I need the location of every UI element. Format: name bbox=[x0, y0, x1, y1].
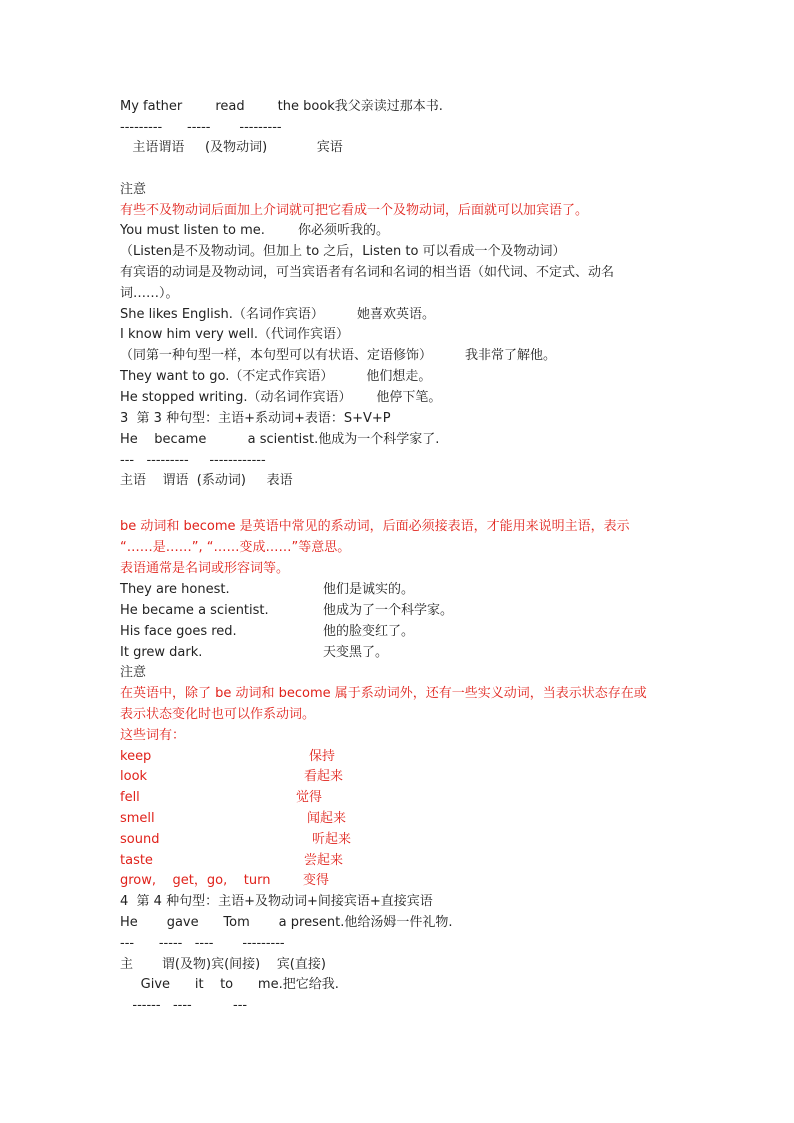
example-zh: 他成为了一个科学家。 bbox=[323, 603, 454, 618]
section-title: 4 第 4 种句型：主语+及物动词+间接宾语+直接宾语 bbox=[120, 894, 433, 909]
underline-marks: --------- ----- --------- bbox=[120, 120, 282, 135]
verb-en: grow, get，go, turn bbox=[120, 873, 271, 888]
explanation-line: （Listen是不及物动词。但加上 to 之后，Listen to 可以看成一个及物动词） bbox=[120, 244, 566, 259]
verb-zh: 尝起来 bbox=[304, 853, 344, 868]
sentence-example: My father read the book我父亲读过那本书. bbox=[120, 99, 443, 114]
note-heading: 注意 bbox=[120, 665, 147, 680]
sentence-example: He gave Tom a present.他给汤姆一件礼物. bbox=[120, 915, 453, 930]
example-line: （同第一种句型一样，本句型可以有状语、定语修饰） 我非常了解他。 bbox=[120, 348, 557, 363]
note-line-3: 表语通常是名词或形容词等。 bbox=[120, 561, 290, 576]
component-labels: 主 谓(及物)宾(间接) 宾(直接) bbox=[120, 957, 326, 972]
component-labels: 主语谓语 (及物动词) 宾语 bbox=[120, 140, 343, 155]
component-labels: 主语 谓语 (系动词) 表语 bbox=[120, 473, 293, 488]
example-en: It grew dark. bbox=[120, 645, 203, 660]
note-line-1: 在英语中，除了 be 动词和 become 属于系动词外，还有一些实义动词，当表示状态存在或 bbox=[120, 686, 647, 701]
example-line: They want to go.（不定式作宾语） 他们想走。 bbox=[120, 369, 432, 384]
definition-line-1: 有宾语的动词是及物动词，可当宾语者有名词和名词的相当语（如代词、不定式、动名 bbox=[120, 265, 615, 280]
verb-zh: 变得 bbox=[303, 873, 330, 888]
verb-zh: 听起来 bbox=[312, 832, 352, 847]
example-zh: 天变黑了。 bbox=[323, 645, 389, 660]
verb-zh: 觉得 bbox=[296, 790, 323, 805]
section-title: 3 第 3 种句型：主语+系动词+表语：S+V+P bbox=[120, 411, 391, 426]
example-en: His face goes red. bbox=[120, 624, 237, 639]
underline-marks: ------ ---- --- bbox=[120, 998, 248, 1013]
example-zh: 他的脸变红了。 bbox=[323, 624, 415, 639]
note-line-2: 表示状态变化时也可以作系动词。 bbox=[120, 707, 316, 722]
note-line-3: 这些词有： bbox=[120, 728, 186, 743]
note-line-2: “……是……”, “……变成……”等意思。 bbox=[120, 540, 351, 555]
example-line: I know him very well.（代词作宾语） bbox=[120, 327, 349, 342]
sentence-example: He became a scientist.他成为一个科学家了. bbox=[120, 432, 440, 447]
example-zh: 他们是诚实的。 bbox=[323, 582, 415, 597]
verb-en: keep bbox=[120, 749, 152, 764]
verb-zh: 保持 bbox=[309, 749, 336, 764]
verb-en: sound bbox=[120, 832, 160, 847]
note-rule: 有些不及物动词后面加上介词就可把它看成一个及物动词，后面就可以加宾语了。 bbox=[120, 203, 589, 218]
example-line: You must listen to me. 你必须听我的。 bbox=[120, 223, 389, 238]
example-line: She likes English.（名词作宾语） 她喜欢英语。 bbox=[120, 307, 435, 322]
underline-marks: --- ----- ---- --------- bbox=[120, 936, 285, 951]
verb-zh: 闻起来 bbox=[307, 811, 347, 826]
definition-line-2: 词……）。 bbox=[120, 286, 179, 301]
sentence-example: Give it to me.把它给我. bbox=[120, 977, 339, 992]
note-heading: 注意 bbox=[120, 182, 147, 197]
example-line: He stopped writing.（动名词作宾语） 他停下笔。 bbox=[120, 390, 442, 405]
verb-zh: 看起来 bbox=[304, 769, 344, 784]
verb-en: smell bbox=[120, 811, 155, 826]
verb-en: fell bbox=[120, 790, 140, 805]
verb-en: look bbox=[120, 769, 148, 784]
underline-marks: --- --------- ------------ bbox=[120, 453, 266, 468]
example-en: They are honest. bbox=[120, 582, 230, 597]
example-en: He became a scientist. bbox=[120, 603, 269, 618]
note-line-1: be 动词和 become 是英语中常见的系动词，后面必须接表语，才能用来说明主语，表示 bbox=[120, 519, 630, 534]
verb-en: taste bbox=[120, 853, 153, 868]
